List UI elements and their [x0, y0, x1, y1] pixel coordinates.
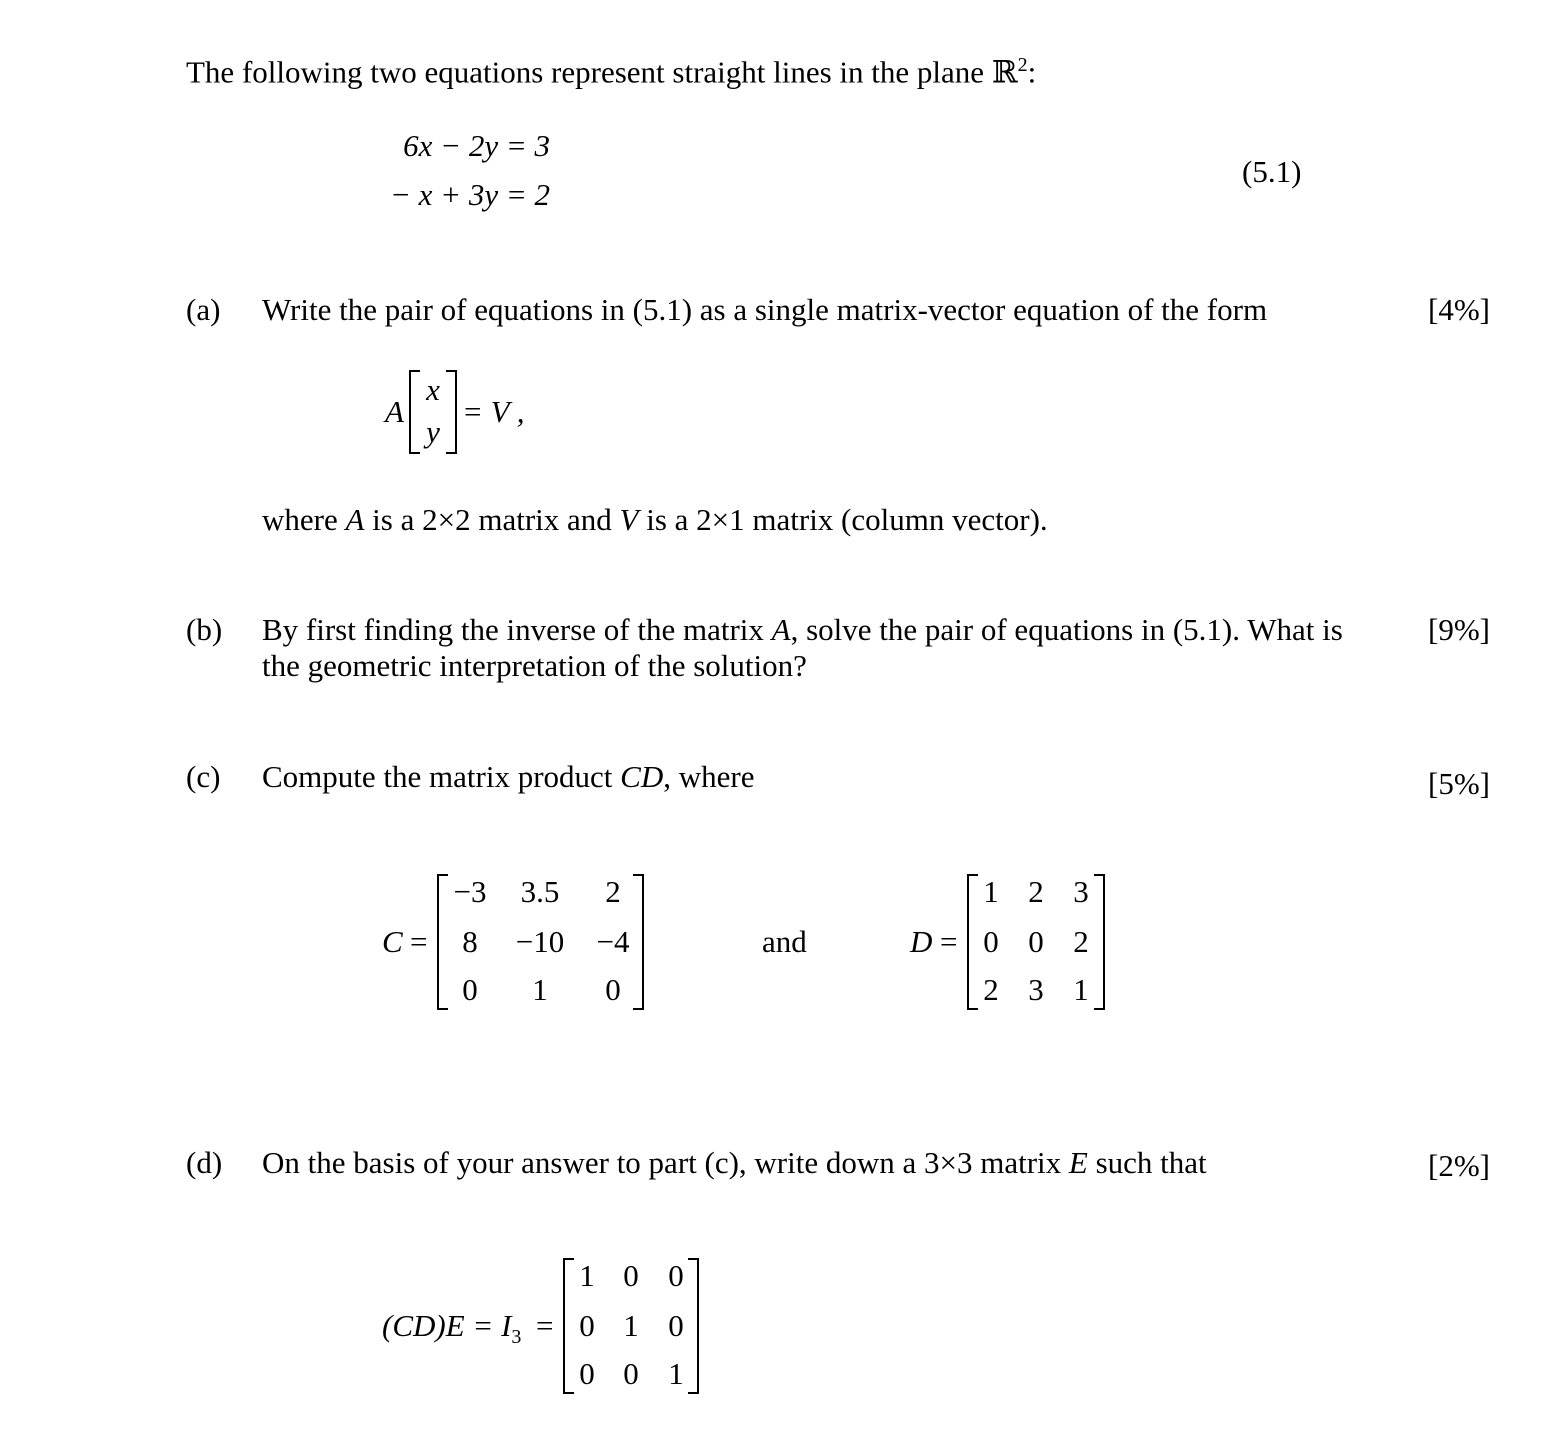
- part-b-text-1: By first finding the inverse of the matrix: [262, 612, 772, 647]
- identity-cell: 0: [668, 1308, 684, 1343]
- part-c-text: [262, 759, 754, 795]
- and-word: and: [762, 924, 807, 959]
- identity-lhs: [382, 1308, 521, 1349]
- matrix-D-cell: 2: [1073, 924, 1089, 959]
- matrix-C-cell: 2: [605, 874, 621, 909]
- identity-cell: 0: [623, 1356, 639, 1391]
- part-d-text-1: On the basis of your answer to part (c), write down a 3×3 matrix: [262, 1145, 1069, 1180]
- where-V: V: [619, 502, 639, 537]
- matrix-D-cell: 3: [1073, 874, 1089, 909]
- plane-power: 2: [1017, 54, 1028, 76]
- equation-number: (5.1): [1242, 154, 1302, 189]
- part-b-marks: [9%]: [1428, 612, 1490, 647]
- intro-suffix: :: [1027, 54, 1037, 90]
- identity-cell: 0: [623, 1258, 639, 1293]
- part-d-E: E: [1068, 1145, 1088, 1180]
- intro-sentence: The following two equations represent straight lines in the plane: [186, 54, 992, 90]
- part-b-text-2: , solve the pair of equations in (5.1). What is: [790, 612, 1343, 647]
- matrix-D-equals: =: [940, 924, 958, 959]
- matrix-C-cell: −4: [596, 924, 630, 959]
- identity-cell: 1: [668, 1356, 684, 1391]
- part-a-where: [262, 502, 1048, 538]
- vector-y: y: [426, 414, 440, 449]
- equation-2: − x + 3y = 2: [389, 177, 550, 212]
- matrix-D-cell: 0: [983, 924, 999, 959]
- part-c-CD: CD: [620, 759, 664, 794]
- identity-lhs-text: (CD)E = I: [382, 1308, 512, 1343]
- part-b-line2: the geometric interpretation of the solution?: [262, 648, 807, 683]
- matrix-C: [437, 874, 644, 1010]
- vector-eq-rhs: = V ,: [462, 394, 525, 429]
- part-c-marks: [5%]: [1428, 766, 1490, 801]
- matrix-D-cell: 0: [1028, 924, 1044, 959]
- matrix-D-cell: 2: [1028, 874, 1044, 909]
- intro-text: [186, 54, 1036, 90]
- part-a-label: (a): [186, 292, 221, 327]
- part-b-line1: [262, 612, 1343, 648]
- identity-cell: 0: [579, 1308, 595, 1343]
- matrix-C-cell: −3: [453, 874, 487, 909]
- identity-matrix: [563, 1258, 699, 1394]
- matrix-C-cell: 1: [532, 972, 548, 1007]
- matrix-D: [967, 874, 1105, 1010]
- vector-xy: [409, 370, 457, 454]
- matrix-C-equals: =: [410, 924, 428, 959]
- matrix-C-cell: −10: [515, 924, 565, 959]
- matrix-C-symbol: C: [382, 924, 403, 959]
- part-c-text-1: Compute the matrix product: [262, 759, 621, 794]
- matrix-D-cell: 1: [983, 874, 999, 909]
- matrix-C-cell: 0: [462, 972, 478, 1007]
- part-d-label: (d): [186, 1145, 223, 1180]
- where-text-3: is a 2×1 matrix (column vector).: [638, 502, 1048, 537]
- part-a-marks: [4%]: [1428, 292, 1490, 327]
- identity-equals: =: [536, 1308, 554, 1343]
- matrix-D-cell: 2: [983, 972, 999, 1007]
- where-text-1: where: [262, 502, 346, 537]
- matrix-D-cell: 1: [1073, 972, 1089, 1007]
- part-b-A: A: [771, 612, 791, 647]
- where-text-2: is a 2×2 matrix and: [364, 502, 620, 537]
- matrix-C-cell: 8: [462, 924, 478, 959]
- matrix-C-cell: 3.5: [520, 874, 560, 909]
- identity-cell: 1: [623, 1308, 639, 1343]
- part-d-marks: [2%]: [1428, 1148, 1490, 1183]
- matrix-C-cell: 0: [605, 972, 621, 1007]
- part-c-text-2: , where: [663, 759, 755, 794]
- part-a-text: Write the pair of equations in (5.1) as a single matrix-vector equation of the form: [262, 292, 1268, 327]
- part-d-text-2: such that: [1087, 1145, 1207, 1180]
- identity-cell: 1: [579, 1258, 595, 1293]
- matrix-D-symbol: D: [910, 924, 933, 959]
- part-c-label: (c): [186, 759, 221, 794]
- part-b-label: (b): [186, 612, 223, 647]
- identity-cell: 0: [579, 1356, 595, 1391]
- matrix-A-symbol: A: [385, 394, 404, 429]
- matrix-D-cell: 3: [1028, 972, 1044, 1007]
- identity-subscript: 3: [511, 1326, 522, 1349]
- where-A: A: [345, 502, 365, 537]
- identity-cell: 0: [668, 1258, 684, 1293]
- vector-x: x: [426, 372, 440, 407]
- plane-symbol: ℝ: [991, 54, 1018, 90]
- part-d-text: [262, 1145, 1207, 1181]
- equation-1: 6x − 2y = 3: [403, 128, 550, 163]
